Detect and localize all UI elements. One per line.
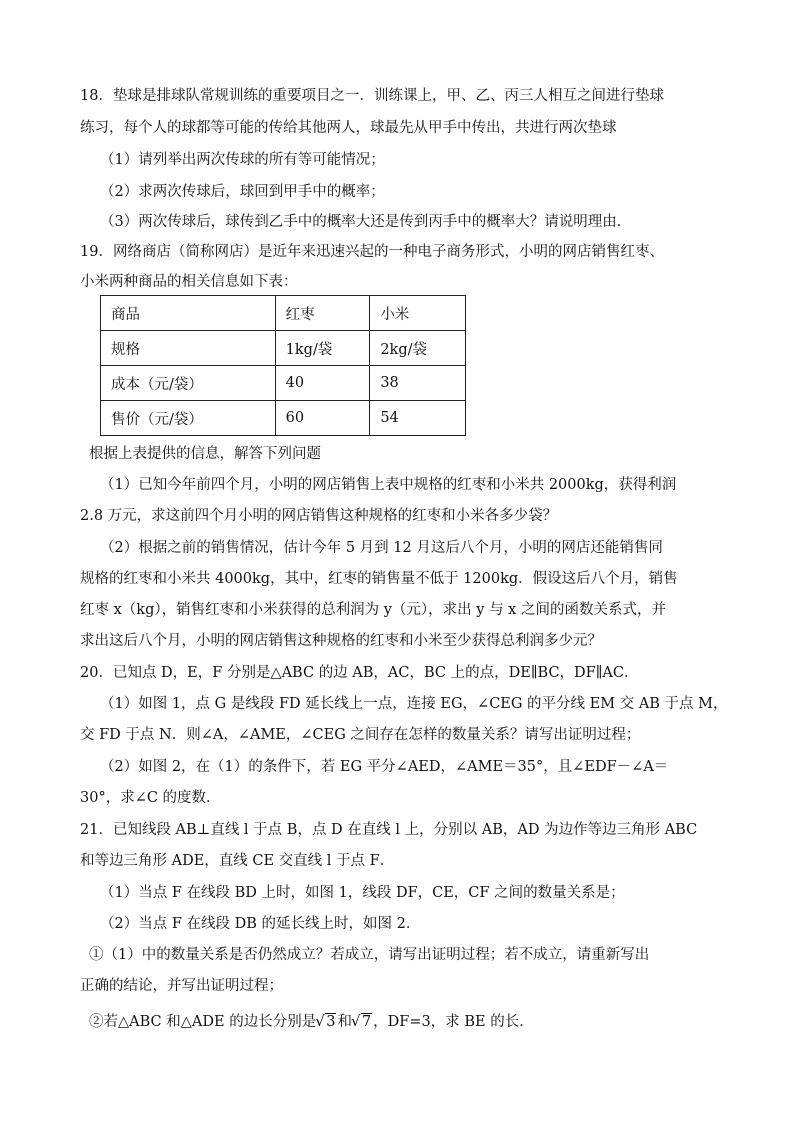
q18-stem-line2: 练习，每个人的球都等可能的传给其他两人，球最先从甲手中传出，共进行两次垫球 xyxy=(80,120,617,136)
table-cell: 60 xyxy=(275,401,370,436)
q21-sub2-text-mid: 和 xyxy=(337,1014,352,1030)
q19-part1-line2: 2.8 万元，求这前四个月小明的网店销售这种规格的红枣和小米各多少袋？ xyxy=(80,508,558,524)
q20-part2-line1: （2）如图 2，在（1）的条件下，若 EG 平分∠AED，∠AME＝35°，且∠EDF－∠A＝ xyxy=(100,759,669,775)
q19-part1-line1: （1）已知今年前四个月，小明的网店销售上表中规格的红枣和小米共 2000kg，获得利润 xyxy=(100,477,677,493)
q21-sub2-text-post: ，DF=3，求 BE 的长． xyxy=(373,1014,534,1030)
q18-part2: （2）求两次传球后，球回到甲手中的概率； xyxy=(100,184,385,200)
q18-part3: （3）两次传球后，球传到乙手中的概率大还是传到丙手中的概率大？请说明理由． xyxy=(100,214,632,230)
q21-sub1-line2: 正确的结论，并写出证明过程； xyxy=(80,978,283,994)
q19-part2-line3: 红枣 x（kg），销售红枣和小米获得的总利润为 y（元），求出 y 与 x 之间的函数关系式，并 xyxy=(80,602,666,618)
table-cell: 红枣 xyxy=(275,296,370,331)
table-cell: 规格 xyxy=(101,331,276,366)
q19-part2-line1: （2）根据之前的销售情况，估计今年 5 月到 12 月这后八个月，小明的网店还能销售同 xyxy=(100,540,663,556)
q21-part1: （1）当点 F 在线段 BD 上时，如图 1，线段 DF，CE，CF 之间的数量关系是； xyxy=(100,885,625,901)
table-cell: 小米 xyxy=(370,296,466,331)
q21-sub2-text-pre: ②若△ABC 和△ADE 的边长分别是 xyxy=(89,1014,317,1030)
q19-stem-line2: 小米两种商品的相关信息如下表： xyxy=(80,274,298,290)
table-row xyxy=(101,401,466,436)
sqrt-3-expression xyxy=(317,1014,336,1030)
q19-part2-line2: 规格的红枣和小米共 4000kg，其中，红枣的销售量不低于 1200kg．假设这后八个月，销售 xyxy=(80,571,678,587)
q21-stem-line2: 和等边三角形 ADE，直线 CE 交直线 l 于点 F． xyxy=(80,853,395,869)
q20-stem: 20．已知点 D，E，F 分别是△ABC 的边 AB，AC，BC 上的点，DE∥BC，DF∥AC． xyxy=(80,665,639,681)
table-cell: 成本（元/袋） xyxy=(101,366,276,401)
q19-intro: 根据上表提供的信息，解答下列问题 xyxy=(89,446,321,462)
table-cell: 40 xyxy=(275,366,370,401)
q18-stem-line1: 18．垫球是排球队常规训练的重要项目之一．训练课上，甲、乙、丙三人相互之间进行垫球 xyxy=(80,88,664,104)
q21-stem-line1: 21．已知线段 AB⊥直线 l 于点 B，点 D 在直线 l 上，分别以 AB，AD 为边作等边三角形 ABC xyxy=(80,822,698,838)
table-cell: 38 xyxy=(370,366,466,401)
q20-part1-line2: 交 FD 于点 N．则∠A，∠AME，∠CEG 之间存在怎样的数量关系？请写出证明过程； xyxy=(80,727,641,743)
table-cell: 售价（元/袋） xyxy=(101,401,276,436)
q19-stem-line1: 19．网络商店（简称网店）是近年来迅速兴起的一种电子商务形式，小明的网店销售红枣、 xyxy=(80,244,664,260)
q18-part1: （1）请列举出两次传球的所有等可能情况； xyxy=(100,152,385,168)
radicand: 3 xyxy=(326,1014,336,1030)
q21-part2: （2）当点 F 在线段 DB 的延长线上时，如图 2． xyxy=(100,916,421,932)
radicand: 7 xyxy=(361,1014,372,1030)
q19-part2-line4: 求出这后八个月，小明的网店销售这种规格的红枣和小米至少获得总利润多少元？ xyxy=(80,633,602,649)
table-cell: 1kg/袋 xyxy=(275,331,370,366)
table-cell: 54 xyxy=(370,401,466,436)
q20-part1-line1: （1）如图 1，点 G 是线段 FD 延长线上一点，连接 EG，∠CEG 的平分线 EM 交 AB 于点 M， xyxy=(100,696,728,712)
q21-sub2 xyxy=(89,1010,534,1031)
table-cell: 商品 xyxy=(101,296,276,331)
table-row xyxy=(101,296,466,331)
table-row xyxy=(101,331,466,366)
table-cell: 2kg/袋 xyxy=(370,331,466,366)
q20-part2-line2: 30°，求∠C 的度数． xyxy=(80,790,221,806)
product-info-table xyxy=(100,295,466,436)
sqrt-7-expression xyxy=(353,1014,372,1030)
table-row xyxy=(101,366,466,401)
q21-sub1-line1: ①（1）中的数量关系是否仍然成立？若成立，请写出证明过程；若不成立，请重新写出 xyxy=(89,947,650,963)
